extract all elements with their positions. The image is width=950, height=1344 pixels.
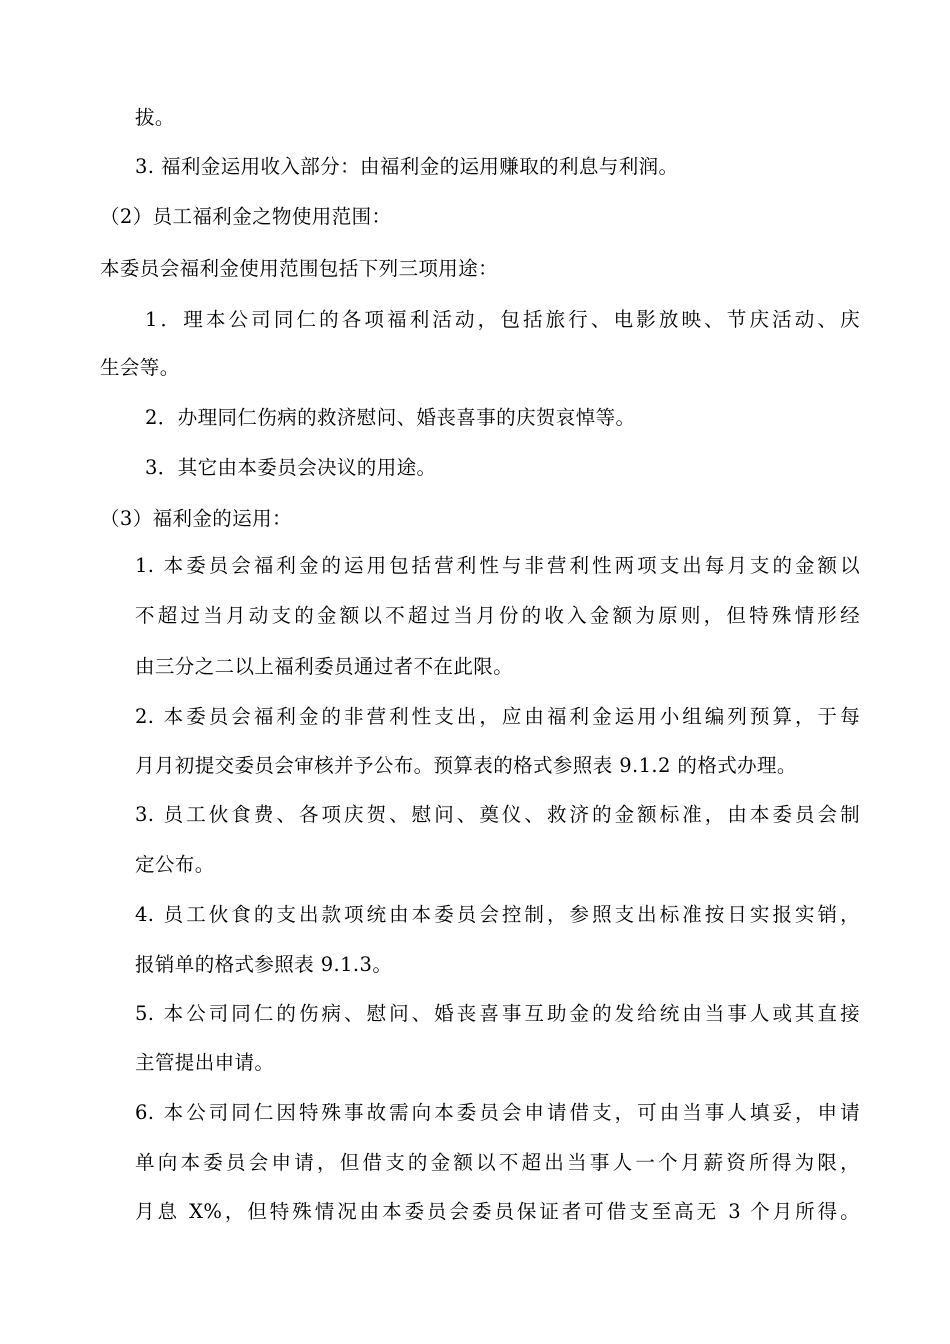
text-line-fund-item-3-cont: 定公布。 xyxy=(135,853,215,876)
text-line-fund-item-4-cont: 报销单的格式参照表 9.1.3。 xyxy=(135,953,393,976)
text-line-fund-item-4: 4. 员工伙食的支出款项统由本委员会控制，参照支出标准按日实报实销， xyxy=(135,903,860,926)
text-line-fund-item-5-cont: 主管提出申请。 xyxy=(135,1051,275,1074)
text-line-usage-item-3: 3．其它由本委员会决议的用途。 xyxy=(145,456,437,479)
text-line-fund-item-2-cont: 月月初提交委员会审核并予公布。预算表的格式参照表 9.1.2 的格式办理。 xyxy=(135,754,797,777)
text-line-fund-item-6-end: 月息 X%，但特殊情况由本委员会委员保证者可借支至高无 3 个月所得。 xyxy=(135,1200,860,1223)
text-line-income-item-3: 3. 福利金运用收入部分：由福利金的运用赚取的利息与利润。 xyxy=(135,155,679,178)
text-line-continuation: 拔。 xyxy=(135,106,175,129)
text-line-fund-item-6-cont: 单向本委员会申请，但借支的金额以不超出当事人一个月薪资所得为限， xyxy=(135,1151,860,1174)
text-line-usage-item-1-cont: 生会等。 xyxy=(100,356,180,379)
section-heading-fund-usage: （3）福利金的运用： xyxy=(100,507,292,530)
text-line-fund-item-1-cont: 不超过当月动支的金额以不超过当月份的收入金额为原则，但特殊情形经 xyxy=(135,604,860,627)
text-line-fund-item-2: 2. 本委员会福利金的非营利性支出，应由福利金运用小组编列预算，于每 xyxy=(135,705,860,728)
text-line-usage-item-1: 1．理本公司同仁的各项福利活动，包括旅行、电影放映、节庆活动、庆 xyxy=(145,308,860,331)
text-line-usage-item-2: 2．办理同仁伤病的救济慰问、婚丧喜事的庆贺哀悼等。 xyxy=(145,406,636,429)
section-heading-usage-scope: （2）员工福利金之物使用范围： xyxy=(100,205,392,228)
text-line-fund-item-3: 3. 员工伙食费、各项庆贺、慰问、奠仪、救济的金额标准，由本委员会制 xyxy=(135,803,860,826)
text-line-fund-item-6: 6. 本公司同仁因特殊事故需向本委员会申请借支，可由当事人填妥，申请 xyxy=(135,1101,860,1124)
text-line-fund-item-1: 1. 本委员会福利金的运用包括营利性与非营利性两项支出每月支的金额以 xyxy=(135,554,860,577)
text-line-usage-intro: 本委员会福利金使用范围包括下列三项用途： xyxy=(100,257,499,280)
text-line-fund-item-5: 5. 本公司同仁的伤病、慰问、婚丧喜事互助金的发给统由当事人或其直接 xyxy=(135,1002,860,1025)
text-line-fund-item-1-end: 由三分之二以上福利委员通过者不在此限。 xyxy=(135,655,514,678)
